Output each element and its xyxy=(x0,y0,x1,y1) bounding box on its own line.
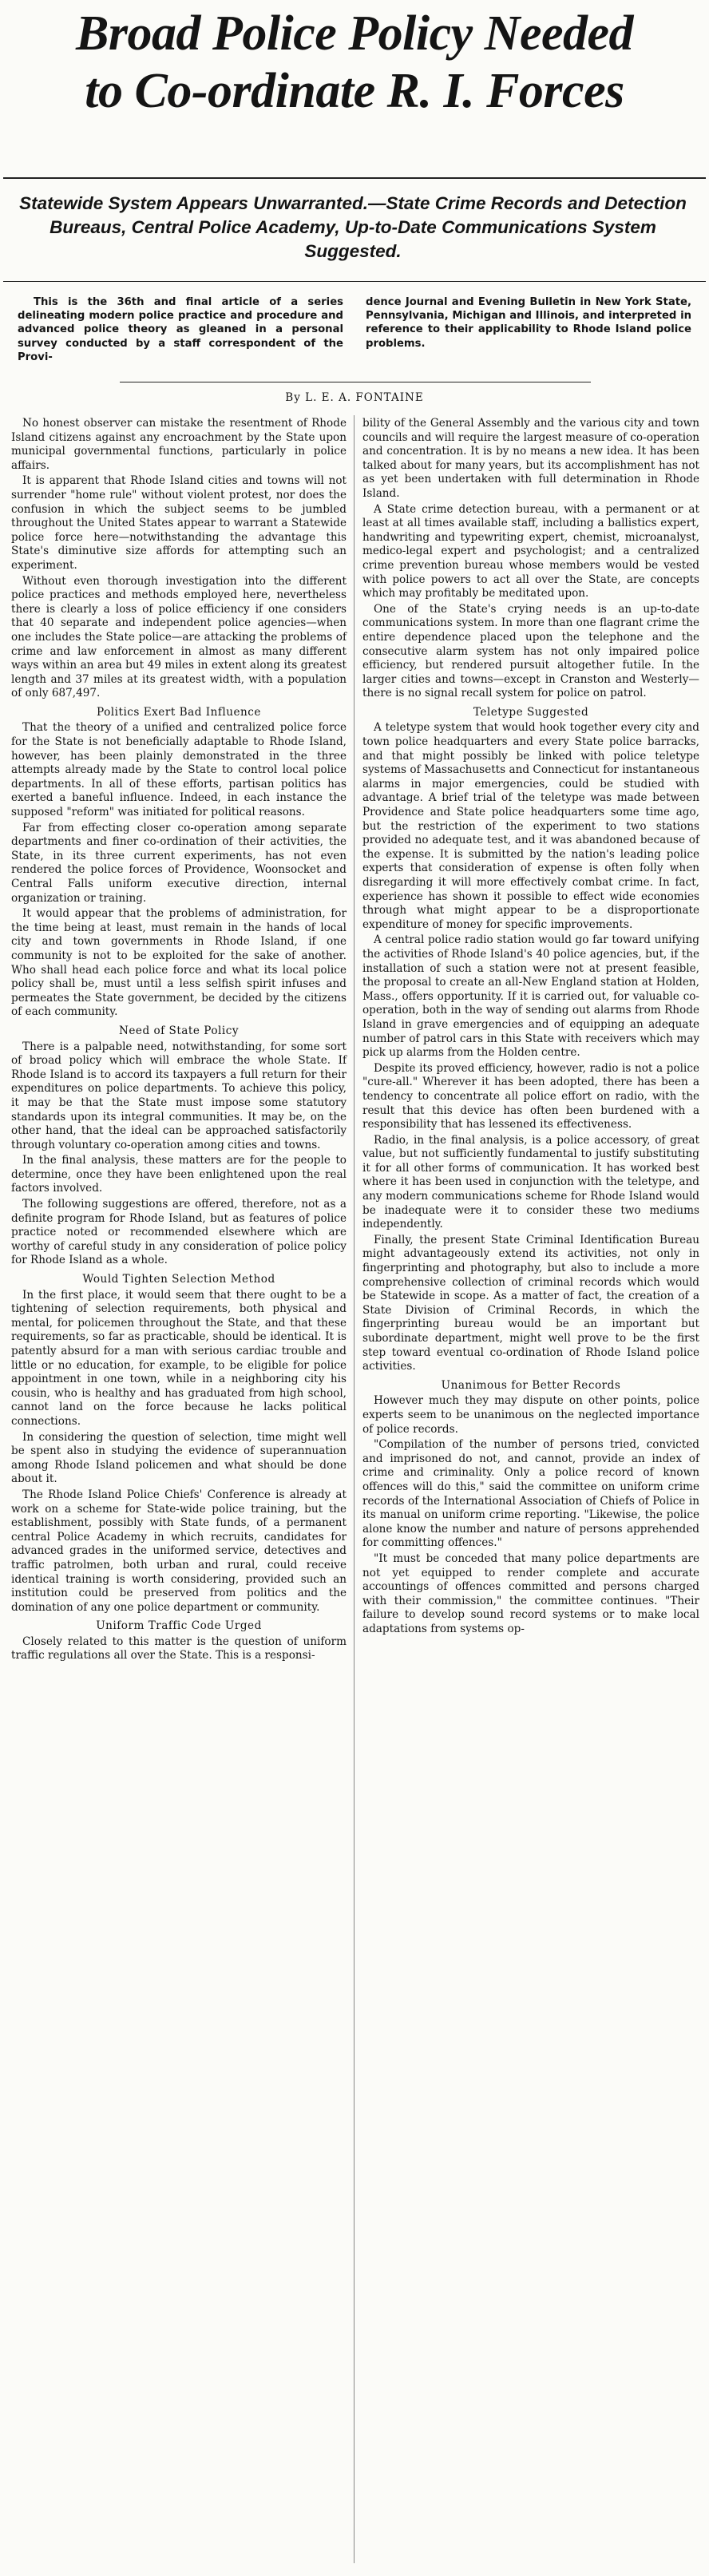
article-paragraph: "It must be conceded that many police departments are not yet equipped to render complete and accurate accountings of offences committed and persons charged with their commission," the committee continues. "Their failure to develop sound record systems or to make local adaptations from systems op- xyxy=(362,1552,699,1635)
article-paragraph: It is apparent that Rhode Island cities and towns will not surrender "home rule" without violent protest, nor does the confusion in which the subject seems to be jumbled throughout the United States appear to warrant a Statewide police force here—notwithstanding the advantage this State's diminutive size affords for attempting such an experiment. xyxy=(11,474,347,572)
article-paragraph: In the final analysis, these matters are for the people to determine, once they have been enlightened upon the real factors involved. xyxy=(11,1154,347,1195)
article-paragraph: Despite its proved efficiency, however, radio is not a police "cure-all." Wherever it has been adopted, there has been a tendency to concentrate all police effort on radio, with the result that this device has often been burdened with a responsibility that has lessened its effectiveness. xyxy=(362,1061,699,1131)
intro-left-text: This is the 36th and final article of a series delineating modern police practice and procedure and advanced police theory as gleaned in a personal survey conducted by a staff correspondent of the Provi- xyxy=(18,296,343,363)
article-paragraph: bility of the General Assembly and the various city and town councils and will require the largest measure of co-operation and concentration. It is by no means a new idea. It has been talked about for many years, but its accomplishment has not as yet been undertaken with full determination in Rhode Island. xyxy=(362,417,699,500)
headline-line-1: Broad Police Policy Needed xyxy=(75,6,634,61)
headline-line-2: to Co-ordinate R. I. Forces xyxy=(85,64,624,118)
intro-right-text: dence Journal and Evening Bulletin in New York State, Pennsylvania, Michigan and Illinois, and interpreted in reference to their applicability to Rhode Island police problems. xyxy=(366,296,691,350)
article-paragraph: "Compilation of the number of persons tried, convicted and imprisoned do not, and cannot, provide an index of crime and criminality. Only a police record of known offences will do this," said the committee on uniform crime records of the International Association of Chiefs of Police in its manual on uniform crime reporting. "Likewise, the police alone know the number and nature of persons apprehended for committing offences." xyxy=(362,1438,699,1550)
left-column xyxy=(11,417,347,1665)
article-paragraph: Closely related to this matter is the question of uniform traffic regulations all over the State. This is a responsi- xyxy=(11,1635,347,1663)
article-paragraph: That the theory of a unified and centralized police force for the State is not beneficially adaptable to Rhode Island, however, has been plainly demonstrated in the three attempts already made by the State to control local police departments. In all of these efforts, partisan politics has exerted a baneful influence. Indeed, in each instance the supposed "reform" was initiated for political reasons. xyxy=(11,721,347,819)
byline: By L. E. A. FONTAINE xyxy=(285,391,424,404)
article-paragraph: A central police radio station would go far toward unifying the activities of Rhode Island's 40 police agencies, but, if the installation of such a station were not at present feasible, the proposal to create an all-New England station at Holden, Mass., offers opportunity. If it is carried out, for valuable co-operation, both in the way of sending out alarms from Rhode Island in grave emergencies and of equipping an adequate number of patrol cars in this State with receivers which may pick up alarms from the Holden centre. xyxy=(362,933,699,1060)
article-paragraph: Radio, in the final analysis, is a police accessory, of great value, but not sufficiently fundamental to justify substituting it for all other forms of communication. It has worked best where it has been used in conjunction with the teletype, and any modern communications scheme for Rhode Island would be inadequate were it to consider these two mediums independently. xyxy=(362,1133,699,1231)
deck-rule xyxy=(3,281,706,282)
article-paragraph: The Rhode Island Police Chiefs' Conference is already at work on a scheme for State-wide police training, but the establishment, possibly with State funds, of a permanent central Police Academy in which recruits, candidates for advanced grades in the uniformed service, detectives and traffic patrolmen, both urban and rural, could receive identical training is worth considering, provided such an institution could be preserved from politics and the domination of any one police department or community. xyxy=(11,1488,347,1614)
article-paragraph: It would appear that the problems of administration, for the time being at least, must remain in the hands of local city and town governments in Rhode Island, if one community is not to be exploited for the sake of another. Who shall head each police force and what its local police policy shall be, must until a less selfish spirit infuses and permeates the State government, be decided by the citizens of each community. xyxy=(11,907,347,1019)
headline xyxy=(0,5,709,120)
article-paragraph: Without even thorough investigation into the different police practices and methods employed here, nevertheless there is clearly a loss of police efficiency if one considers that 40 separate and independent police agencies—when one includes the State police—are attacking the problems of crime and law enforcement in almost as many different ways within an area but 49 miles in extent along its greatest length and 37 miles at its greatest width, with a population of only 687,497. xyxy=(11,574,347,700)
article-paragraph: Far from effecting closer co-operation among separate departments and finer co-ordination of their activities, the State, in its three current experiments, has not even rendered the police forces of Providence, Woonsocket and Central Falls uniform executive direction, internal organization or training. xyxy=(11,821,347,905)
section-subhead: Need of State Policy xyxy=(118,1024,240,1037)
intro-note-right xyxy=(366,295,691,351)
deck-subheadline: Statewide System Appears Unwarranted.—State Crime Records and Detection Bureaus, Central Police Academy, Up-to-Date Communications System Suggested. xyxy=(19,193,687,261)
article-paragraph: In the first place, it would seem that there ought to be a tightening of selection requirements, both physical and mental, for policemen throughout the State, and that these requirements, so far as practicable, should be identical. It is patently absurd for a man with serious cardiac trouble and little or no education, for example, to be eligible for police appointment in one town, while in a neighboring city his cousin, who is healthy and has graduated from high school, cannot land on the force because he lacks political connections. xyxy=(11,1288,347,1428)
article-paragraph: A State crime detection bureau, with a permanent or at least at all times available staff, including a ballistics expert, handwriting and typewriting expert, chemist, microanalyst, medico-legal expert and psychologist; and a centralized crime prevention bureau whose members would be vested with police powers to act all over the State, are concepts which may profitably be meditated upon. xyxy=(362,502,699,600)
article-paragraph: Finally, the present State Criminal Identification Bureau might advantageously extend its activities, not only in fingerprinting and photography, but also to include a more comprehensive collection of criminal records which would be Statewide in scope. As a matter of fact, the creation of a State Division of Criminal Records, in which the fingerprinting bureau would be an important but subordinate department, might well prove to be the first step toward eventual co-ordination of Rhode Island police activities. xyxy=(362,1233,699,1373)
section-subhead: Uniform Traffic Code Urged xyxy=(96,1619,262,1633)
article-paragraph: A teletype system that would hook together every city and town police headquarters and every State police barracks, and that might possibly be linked with police teletype systems of Massachusetts and Connecticut for instantaneous alarms in major emergencies, could be studied with advantage. A brief trial of the teletype was made between Providence and State police headquarters some time ago, but the restriction of the experiment to two stations provided no adequate test, and it was abandoned because of the expense. It is submitted by the nation's leading police experts that consideration of expense is often folly when disregarding it will more effectively combat crime. In fact, experience has shown it possible to effect wide economies through what might appear to be a disproportionate expenditure of money for specific improvements. xyxy=(362,721,699,931)
section-subhead: Would Tighten Selection Method xyxy=(82,1273,275,1286)
section-subhead: Teletype Suggested xyxy=(473,705,589,719)
article-paragraph: In considering the question of selection, time might well be spent also in studying the evidence of superannuation among Rhode Island policemen and what should be done about it. xyxy=(11,1430,347,1486)
article-paragraph: The following suggestions are offered, therefore, not as a definite program for Rhode Island, but as features of police practice noted or recommended elsewhere which are worthy of careful study in any consideration of police policy for Rhode Island as a whole. xyxy=(11,1198,347,1267)
headline-rule xyxy=(3,177,706,179)
article-paragraph: There is a palpable need, notwithstanding, for some sort of broad policy which will embrace the whole State. If Rhode Island is to accord its taxpayers a full return for their expenditures on police departments. To achieve this policy, it may be that the State must impose some statutory standards upon its integral communities. It may be, on the other hand, that the ideal can be approached satisfactorily through voluntary co-operation among cities and towns. xyxy=(11,1040,347,1151)
intro-note-left xyxy=(18,295,343,364)
section-subhead: Politics Exert Bad Influence xyxy=(97,705,261,719)
article-paragraph: However much they may dispute on other points, police experts seem to be unanimous on the neglected importance of police records. xyxy=(362,1394,699,1436)
article-paragraph: No honest observer can mistake the resentment of Rhode Island citizens against any encroachment by the State upon municipal governmental functions, particularly in police affairs. xyxy=(11,417,347,472)
right-column xyxy=(362,417,699,1638)
section-subhead: Unanimous for Better Records xyxy=(441,1378,621,1392)
article-paragraph: One of the State's crying needs is an up-to-date communications system. In more than one flagrant crime the entire dependence placed upon the telephone and the consecutive alarm system has not only impaired police efficiency, but rendered pursuit altogether futile. In the larger cities and towns—except in Cranston and Westerly—there is no signal recall system for police on patrol. xyxy=(362,602,699,700)
